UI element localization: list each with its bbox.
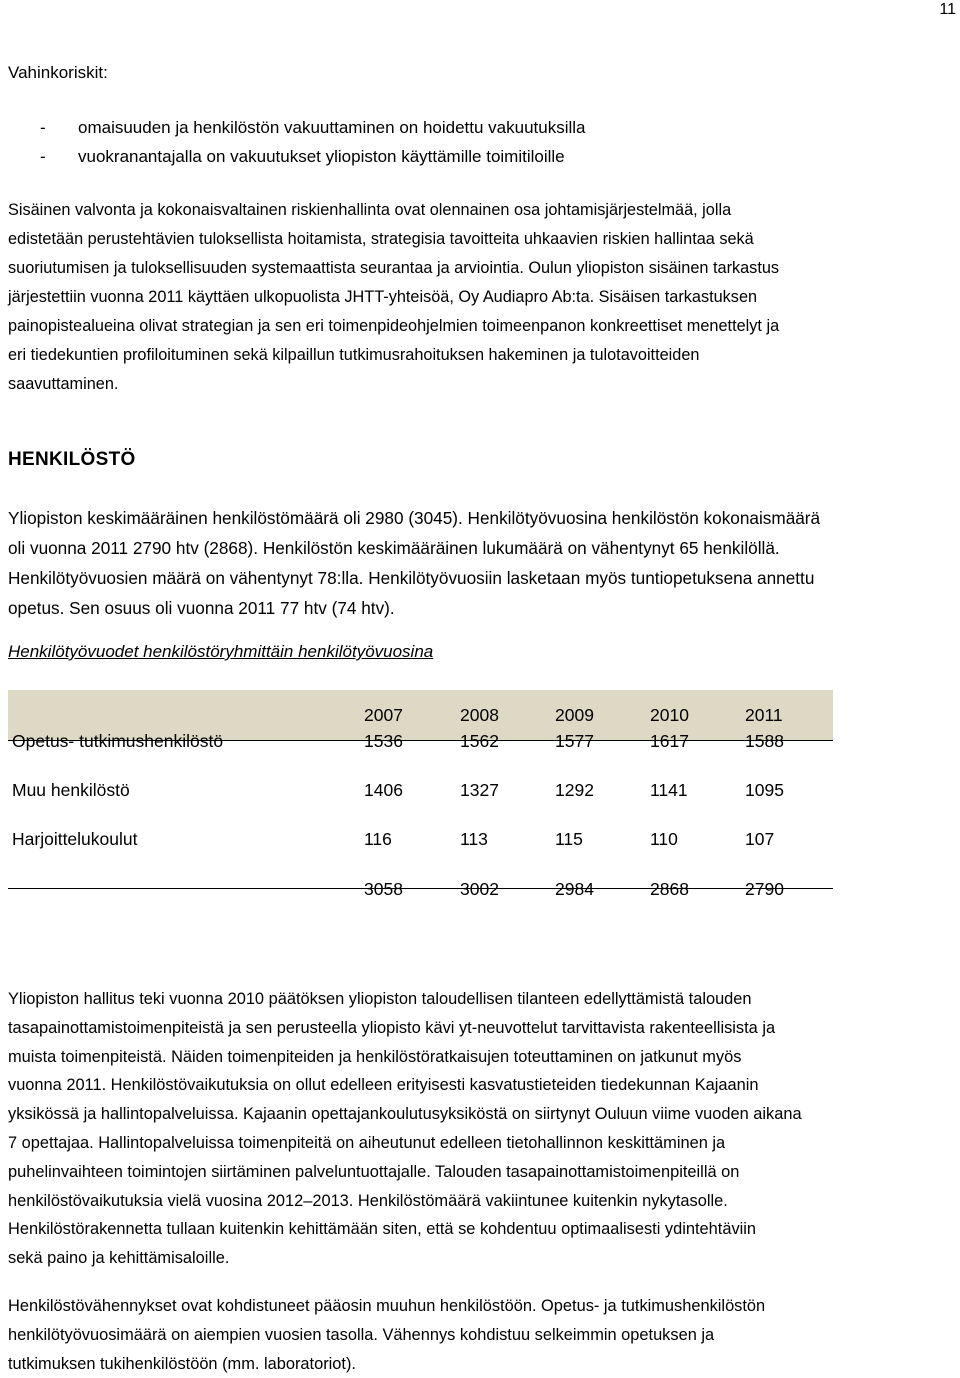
year-header: 2010 [650,705,689,725]
table-cell: 1141 [650,780,688,800]
paragraph-line: eri tiedekuntien profiloituminen sekä kilpaillun tutkimusrahoituksen hakeminen ja tulotavoitteiden [8,346,700,364]
paragraph-line: Henkilöstövähennykset ovat kohdistuneet pääosin muuhun henkilöstöön. Opetus- ja tutkimushenkilöstön [8,1297,766,1315]
bullet-dash: - [40,118,46,137]
list-item-text: omaisuuden ja henkilöstön vakuuttaminen on hoidettu vakuutuksilla [78,118,586,137]
table-cell: 1577 [555,731,594,751]
table-cell: 1588 [745,731,784,751]
year-header: 2008 [460,705,499,725]
paragraph-line: muista toimenpiteistä. Näiden toimenpiteiden ja henkilöstöratkaisujen toteuttaminen on jatkunut myös [8,1047,742,1066]
paragraph-line: Yliopiston keskimääräinen henkilöstömäärä oli 2980 (3045). Henkilötyövuosina henkilöstön kokonaismäärä [8,508,821,528]
table-cell: 113 [460,829,488,849]
table-cell: 1536 [364,731,403,751]
paragraph-line: suoriutumisen ja tuloksellisuuden systemaattista seurantaa ja arviointia. Oulun yliopiston sisäinen tarkastus [8,259,780,277]
paragraph-line: edistetään perustehtävien tuloksellista hoitamista, strategisia tavoitteita uhkaavien riskien hallintaa sekä [8,230,754,248]
staff-section-title: HENKILÖSTÖ [8,449,136,470]
board-decision-paragraph [8,985,958,1273]
paragraph-line: saavuttaminen. [8,375,119,393]
total-cell: 3002 [460,879,499,899]
paragraph-line: puhelinvaihteen toimintojen siirtäminen palveluntuottajalle. Talouden tasapainottamistoimenpiteillä on [8,1162,740,1181]
staff-years-table [8,690,833,938]
paragraph-line: Yliopiston hallitus teki vuonna 2010 päätöksen yliopiston taloudellisen tilanteen edellyttämistä talouden [8,990,752,1008]
table-cell: 115 [555,829,583,849]
table-cell: 1406 [364,780,403,800]
table-row [8,731,833,790]
total-cell: 2868 [650,879,689,899]
year-header: 2009 [555,705,594,725]
total-cell: 2790 [745,879,784,899]
list-item [8,113,586,142]
paragraph-line: painopistealueina olivat strategian ja sen eri toimenpideohjelmien toimeenpanon konkreettiset menettelyt ja [8,317,780,335]
row-label: Harjoittelukoulut [12,829,138,849]
paragraph-line: tutkimuksen tukihenkilöstöön (mm. laboratoriot). [8,1354,356,1373]
risks-heading: Vahinkoriskit: [8,63,108,82]
paragraph-line: 7 opettajaa. Hallintopalveluissa toimenpiteitä on aiheutunut edelleen tietohallinnon keskittäminen ja [8,1133,726,1152]
table-row [8,829,833,888]
table-cell: 1292 [555,780,594,800]
total-cell: 2984 [555,879,594,899]
paragraph-line: Henkilötyövuosien määrä on vähentynyt 78:lla. Henkilötyövuosiin lasketaan myös tuntiopetuksena annettu [8,568,815,588]
total-cell: 3058 [364,879,403,899]
reductions-paragraph [8,1292,958,1378]
row-label: Opetus- tutkimushenkilöstö [12,731,224,751]
paragraph-line: oli vuonna 2011 2790 htv (2868). Henkilöstön keskimääräinen lukumäärä on vähentynyt 65 henkilöllä. [8,538,780,558]
table-total-row [8,879,833,938]
paragraph-line: sekä paino ja kehittämisaloille. [8,1249,230,1268]
table-cell: 1327 [460,780,499,800]
table-cell: 116 [364,829,392,849]
paragraph-line: Sisäinen valvonta ja kokonaisvaltainen riskienhallinta ovat olennainen osa johtamisjärjestelmää, jolla [8,201,732,219]
table-cell: 1617 [650,731,689,751]
list-item [8,142,586,171]
table-cell: 1562 [460,731,499,751]
paragraph-line: tasapainottamistoimenpiteistä ja sen perusteella yliopisto kävi yt-neuvottelut tarvittavista rakenteellisista ja [8,1018,776,1037]
year-header: 2011 [745,705,783,725]
table-cell: 1095 [745,780,784,800]
paragraph-line: vuonna 2011. Henkilöstövaikutuksia on ollut edelleen erityisesti kasvatustieteiden tiedekunnan Kajaanin [8,1076,759,1095]
table-cell: 110 [650,829,678,849]
internal-control-paragraph [8,196,958,399]
table-cell: 107 [745,829,775,849]
paragraph-line: opetus. Sen osuus oli vuonna 2011 77 htv (74 htv). [8,598,395,618]
paragraph-line: henkilöstövaikutuksia vielä vuosina 2012–2013. Henkilöstömäärä vakiintunee kuitenkin nykytasolle. [8,1191,728,1210]
risks-list [8,113,586,171]
paragraph-line: henkilötyövuosimäärä on aiempien vuosien tasolla. Vähennys kohdistuu selkeimmin opetuksen ja [8,1325,715,1344]
paragraph-line: järjestettiin vuonna 2011 käyttäen ulkopuolista JHTT-yhteisöä, Oy Audiapro Ab:ta. Sisäisen tarkastuksen [8,288,758,306]
staff-summary-paragraph [8,503,958,623]
page-number: 11 [939,1,956,18]
year-header: 2007 [364,705,403,725]
table-caption: Henkilötyövuodet henkilöstöryhmittäin henkilötyövuosina [8,642,434,661]
paragraph-line: yksikössä ja hallintopalveluissa. Kajaanin opettajankoulutusyksiköstä on siirtynyt Ouluun viime vuoden aikana [8,1105,802,1124]
row-label: Muu henkilöstö [12,780,130,800]
paragraph-line: Henkilöstörakennetta tullaan kuitenkin kehittämään siten, että se kohdentuu optimaalisesti ydintehtäviin [8,1220,757,1239]
list-item-text: vuokranantajalla on vakuutukset yliopiston käyttämille toimitiloille [78,147,565,166]
bullet-dash: - [40,147,46,166]
